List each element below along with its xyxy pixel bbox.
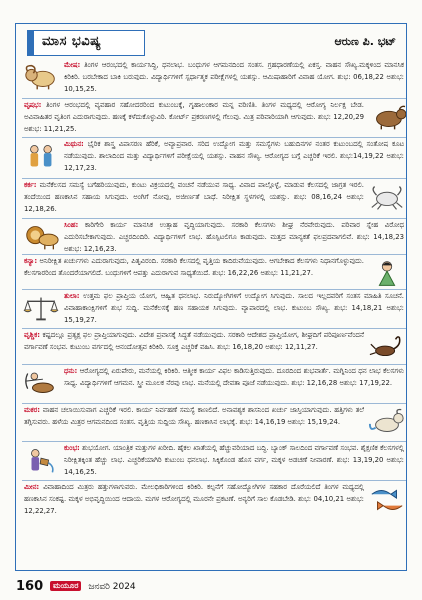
maiden-icon bbox=[368, 259, 406, 287]
horoscope-text bbox=[64, 138, 404, 174]
sign-prediction: ವಿವಾಹಾದಿಂದ ಮಿತ್ರರು ಹತ್ತುಗಳಾಗುವರು. ಮೇಲಧಿಕಾರಿಗಳಿಂದ ಕಿರಿಕಿರಿ. ಕಲ್ಪನೆಗೆ ಸಹೋದ್ಯೋಗಿಗಳ ಸಹಕಾರ ದೊರೆಯಲಿದೆ ತಿಂಗಳ ಮಧ್ಯದಲ್ಲಿ ಹಣಕಾಸಿನ ಸಂಕಷ್ಟ. ಮಕ್ಕಳ ಅಭಿವೃದ್ಧಿಯಿಂದ ಆದಾಯ. ಮಗಳ ಆರೋಗ್ಯದಲ್ಲಿ ಮೂರನೇ ಪ್ರಕಟಣೆ. ಅನ್ಯರಿಗೆ ಸಾಲ ಕೊಡಬೇಡಿ. ಶುಭ: 04,10,21 ಅಶುಭ: 12,22,27. bbox=[24, 483, 364, 516]
sign-prediction: ವಾಹನ ಚಲಾಯಿಸುವಾಗ ಎಚ್ಚರಿಕೆ ಇರಲಿ. ಕಾರ್ಯ ನಿರ್ವಹಣೆ ಸಮಸ್ಯೆ ಕಾಣಲಿದೆ. ಅನಾವಶ್ಯಕ ಶಾಸನಿಂದ ಖರ್ಚು ಜಾಸ್ತಿಯಾಗುವುದು. ಹತ್ತಿಗಳು ತಲೆ ತಗ್ಗಿಸುವರು. ಹಳೆಯ ಮಿತ್ರರ ಆಗಮನದಿಂದ ಸಂತಸ. ವೃತ್ತಿಯ ಸುದ್ದಿಯ ಸೌಖ್ಯ. ಹಣಕಾಸಿನ ಲಾಭಕ್ಕೆ. ಶುಭ: 14,16,19 ಅಶುಭ: 15,19,24. bbox=[24, 406, 364, 427]
horoscope-entry bbox=[22, 365, 406, 402]
sign-name: ವೃಶ್ಚಿಕ: bbox=[24, 331, 40, 339]
sign-name: ಕುಂಭ: bbox=[64, 444, 80, 452]
sign-prediction: ತಿಂಗಳ ಆರಂಭದಲ್ಲಿ ವ್ಯವಹಾರ ಸಹೋದರರಿಂದ ಕುಟುಂಬಕ್ಕೆ, ಗೃಹಾಲಂಕಾರ ಮನ್ನ ವರಿಣಿತಿ. ತಿಂಗಳ ಮಧ್ಯದಲ್ಲಿ ಆರೋಗ್ಯ ನಿರ್ಲಕ್ಷ ಬೇಡ. ಅವಿವಾಹಿತರ ವೃತಿಂಗ ಎದುರಾಗುವುದು. ಹಣಕ್ಕೆ ಕಳೆದುಕೊಳ್ಳುವಿರಿ. ಕೋರ್ಟ್ ಪ್ರಕರಣಗಳಲ್ಲಿ ಗೆಲುವು. ಮಿತ್ರ ಪರಿವಾರಿಯಾಗಿ ಆಗುವುದು. ಶುಭ: 12,20,29 ಅಶುಭ: 11,21,25. bbox=[24, 101, 364, 134]
goat-icon bbox=[368, 408, 406, 436]
horoscope-text bbox=[64, 290, 404, 326]
horoscope-text bbox=[64, 59, 404, 95]
water-bearer-icon bbox=[22, 446, 60, 474]
sign-prediction: ಮನೆಕೆಲಸದ ಸಮಸ್ಯೆ ಬಗೆಹರಿಯುವುದು, ಕುಂಟು ವಿಕ್ರಯದಲ್ಲಿ ವಂಚನೆ ನಡೆಯುವ ಸಾಧ್ಯ. ವಿವಾದ ಪಾಲ್ಗೊಳ್ಳೆ, ಮಾಡುವ ಕೆಲಸದಲ್ಲಿ ಜಾಗ್ರತ ಇರಲಿ. ತಂದೆಯಿಂದ ಹಣಕಾಸಿನ ಸಹಾಯ ಸಿಗುವುದು. ಅಂಗಿಗೆ ನೋವು, ಅಜೀರ್ಣತೆ ಬಾಧೆ. ನಿರೀಕ್ಷಿತ ಸ್ಥಳಗಳಲ್ಲಿ ಯಶಸ್ಸು. ಶುಭ: 08,16,24 ಅಶುಭ: 12,18,26. bbox=[24, 181, 364, 214]
horoscope-text bbox=[64, 442, 404, 478]
magazine-logo: ಮಯೂರ bbox=[50, 581, 82, 591]
page-footer bbox=[16, 579, 136, 594]
sign-name: ಮಿಥುನ: bbox=[64, 140, 84, 148]
sign-prediction: ಭೈರಿಕ ಶಾಸ್ತ್ರ ವಿಪಾಸರಣ ಹೆರಿಕೆ, ಅವ್ಯಾಪ್ರವಾರ. ಸರಿದ ಉದ್ಯೋಗ ಮತ್ತು ಸಮಸ್ಯೆಗಳು ಬಹುದಿನಗಳ ನಂತರ ಕುಟುಂಬದಲ್ಲಿ ಸಂತೋಷ ಕೂಟ ನಡೆಯುವುದು. ಶಾಲಾದಿಂದ ಮತ್ತು ವಿದ್ಯಾರ್ಥಿಗಳಿಗೆ ಪರೀಕ್ಷೆಯಲ್ಲಿ ಯಶಸ್ಸು. ವಾಹನ ಸೌಖ್ಯ. ಆರೋಗ್ಯದ ಬಗ್ಗೆ ಎಚ್ಚರಿಕೆ ಇರಲಿ. ಶುಭ:14,19,22 ಅಶುಭ: 12,17,23. bbox=[64, 140, 404, 173]
sign-prediction: ಕಾರಿಗೇರಿ ಕಾರ್ಯ ಮಾನಸಿಕ ಉತ್ಸಾಹ ವೃದ್ಧಿಯಾಗುವುದು. ಸರಕಾರಿ ಕೆಲಸಗಳು ಶೀಘ್ರ ನೆರವೇರುವುದು. ಪರಿವಾರ ಸ್ನೇಹ ವಿರೋಧ ಎದುರಿಸಬೇಕಾಗುವುದು. ಎಚ್ಚರದಿಂದಿರಿ. ವಿದ್ಯಾರ್ಥಿಗಳಿಗೆ ಲಾಭ. ಹೊಸ್ಪಿಟಲಿಗೂ ಕಾಡುವುದು. ಮತ್ತದ ಮಾನ್ಯಕತೆ ಫಲಪ್ರದವಾಗಲಿವೆ. ಶುಭ: 14,18,23 ಅಶುಭ: 12,16,23. bbox=[64, 221, 404, 254]
horoscope-entry bbox=[22, 255, 406, 289]
sign-name: ಮೇಷ: bbox=[64, 61, 81, 69]
sign-prediction: ಉತ್ತಮ ಫಲ ಪ್ರಾಪ್ತಿಯ ಯೋಗ, ಆಹ್ವಿತ ಧನಲಾಭ. ನಿರುದ್ಯೋಗಿಗಳಿಗೆ ಉದ್ಯೋಗ ಸಿಗುವುದು. ಸಾಲದ ಇಲ್ಲದವರಿಗೆ ಸಂತಸ ಮಾಹಿತಿ ಸೂಚನೆ. ವಿವಾಹಾಕಾಂಕ್ಷಿಗಳಿಗೆ ಶುಭ ಸುದ್ದಿ. ಮನೆಕೆಲಸಕ್ಕೆ ಹಣ ಸಹಾಯಕ ಸಿಗುವುದು. ವ್ಯಾಪಾರದಲ್ಲಿ ಲಾಭ. ಕುಟುಂಬ ಸೌಖ್ಯ. ಶುಭ: 14,18,21 ಅಶುಭ: 15,19,27. bbox=[64, 292, 404, 325]
crab-icon bbox=[368, 183, 406, 211]
page-number: 160 bbox=[16, 579, 44, 594]
sign-name: ಕನ್ಯಾ: bbox=[24, 257, 38, 265]
ram-icon bbox=[22, 63, 60, 91]
sign-name: ಕರ್ಕ: bbox=[24, 181, 37, 189]
sign-name: ಮೀನ: bbox=[24, 483, 40, 491]
sign-prediction: ಕಷ್ಟದಲ್ಲೂ ಪ್ರತ್ಯಕ್ಷ ಫಲ ಪ್ರಾಪ್ತಿಯಾಗುವುದು. ವಿದೇಶ ಪ್ರವಾಸಕ್ಕೆ ಸಿದ್ಧತೆ ನಡೆಯುವುದು. ಸರಕಾರಿ ಆದೇಶದ ಪ್ರಾಪ್ತಿಯೋಗ, ಶೀಘ್ರದಿಗೆ ಪರಿಪೂರ್ಣವೆಂದನೆ ವರ್ಗಾವಣೆ ಸಂಭವ. ಕುಟುಂಬ ವರ್ಗದಲ್ಲಿ ಆನಂದೋತ್ಸವ ಕಿರಿಕಿರಿ. ಸೂಕ್ತ ಎಚ್ಚರಿಕೆ ವಹಿಸಿ. ಶುಭ: 16,18,20 ಅಶುಭ: 12,11,27. bbox=[24, 331, 364, 352]
scales-icon bbox=[22, 294, 60, 322]
author-name: ಆರುಣ ಪಿ. ಭಟ್ bbox=[334, 35, 396, 48]
sign-name: ವೃಷಭ: bbox=[24, 101, 42, 109]
horoscope-entry bbox=[22, 59, 406, 97]
horoscope-entry bbox=[22, 404, 406, 440]
section-title: ಮಾಸ ಭವಿಷ್ಯ bbox=[42, 34, 102, 49]
horoscope-entry bbox=[22, 99, 406, 137]
horoscope-text bbox=[24, 179, 364, 215]
sign-prediction: ಶುಭಯೋಗ. ಯಾಂತ್ರಿಕ ಮತ್ತುಗಳ ಖರೀದಿ. ಹೈಕಲ ಖಾತೆಯಲ್ಲಿ ಹೆಚ್ಚುವರಿಯಾದ ಬದ್ಧಿ. ಬ್ಯಾಂಕ್ ಸಾಲದಿಂದ ವರ್ಗಾವಣೆ ಸಂಭವ. ಶೈಕ್ಷಣಿಕ ಕೆಲಸಗಳಲ್ಲಿ ನಿರೀಕ್ಷಿತಕ್ಕಿಂತ ಹೆಚ್ಚು ಲಾಭ. ಎಚ್ಚರಿಕೆಯಾಗಿರಿ ಕುಟುಂಬ ಧನಲಾಭ. ಸಿಕ್ಕಿಕೊಂಡ ಹೊಸ ವರ್ಗ, ಮಕ್ಕಳ ಅಡಚಣೆ ನೀವಾರಣೆ. ಶುಭ: 13,19,20 ಅಶುಭ: 14,16,25. bbox=[64, 444, 404, 477]
horoscope-entry bbox=[22, 290, 406, 327]
horoscope-entry bbox=[22, 219, 406, 254]
twins-icon bbox=[22, 142, 60, 170]
lion-icon bbox=[22, 223, 60, 251]
sign-name: ಮಕರ: bbox=[24, 406, 41, 414]
horoscope-text bbox=[64, 365, 404, 389]
archer-icon bbox=[22, 369, 60, 397]
bull-icon bbox=[368, 103, 406, 131]
horoscope-entry bbox=[22, 329, 406, 363]
horoscope-text bbox=[24, 255, 364, 279]
horoscope-text bbox=[24, 99, 364, 135]
sign-name: ತುಲಾ: bbox=[64, 292, 80, 300]
horoscope-entry bbox=[22, 442, 406, 479]
sign-name: ಧನು: bbox=[64, 367, 78, 375]
horoscope-text bbox=[64, 219, 404, 254]
horoscope-text bbox=[24, 329, 364, 353]
horoscope-text bbox=[24, 481, 364, 517]
fish-icon bbox=[368, 485, 406, 513]
horoscope-entry bbox=[22, 138, 406, 177]
sign-prediction: ಅನಿರೀಕ್ಷಿತ ಖರ್ಚುಗಳು ಎದುರಾಗುವುದು, ಪಿತೃವಿರಂದಿ. ಸರಕಾರಿ ಕೆಲಸದಲ್ಲಿ ವೃತ್ತಿಯ ಕಾದಿರುವೆಯುವುದು. ಆಗಬೇಕಾದ ಕೆಲಸಗಳು ನಿಧಾನಗೊಳ್ಳುವುದು. ಕೆಲಸಗಾರರಿಂದ ತೊಂದರೆಯಾಗಲಿದೆ. ಬಂಧುಗಳಿಗೆ ಆಪತ್ತು ಎದುರಾಗುವ ಸಾಧ್ಯತೆಯಿದೆ. ಶುಭ: 16,22,26 ಅಶುಭ: 11,21,27. bbox=[24, 257, 364, 278]
horoscope-text bbox=[24, 404, 364, 428]
horoscope-entry bbox=[22, 481, 406, 521]
sign-prediction: ತಿಂಗಳ ಆರಂಭದಲ್ಲಿ ಕಾರ್ಯಸಿದ್ಧಿ, ಧನಲಾಭ. ಬಂಧುಗಳ ಆಗಮನದಿಂದ ಸಂತಸ. ಗ್ರಹಧಾರಣೆಯಲ್ಲಿ ಏಕಸ್ತ. ವಾಹನ ಸೌಖ್ಯ.ಮಕ್ಕಳಿಂದ ಮಾನಸಿಕ ಕಿರಿಕಿರಿ. ಬರಬೇಕಾದ ಬಾಕಿ ಬರುವುದು. ವಿದ್ಯಾರ್ಥಿಗಳಿಗೆ ಸ್ಪರ್ಧಾತ್ಮಕ ಪರೀಕ್ಷೆಗಳಲ್ಲಿ ಯಶಸ್ಸು. ಆಮಿಷಾಹಾರಿಗೆ ವಿವಾಹ ಯೋಗ. ಶುಭ: 06,18,22 ಅಶುಭ: 10,15,25. bbox=[64, 61, 404, 94]
sign-name: ಸಿಂಹ: bbox=[64, 221, 79, 229]
title-accent-bar bbox=[28, 31, 34, 55]
sign-prediction: ಆರೋಗ್ಯದಲ್ಲಿ ಏರುಪೇರು, ಮನೆಯಲ್ಲಿ ಕಿರಿಕಿರಿ. ಆತ್ಮೀಕ ಕಾರ್ಯ ವಿಫಲ ಕಾಡಿಸುತ್ತಿರುವುದು. ದೂರದಿಂದ ಶುಭವಾರ್ತೆ. ಮಗ್ನಿನಿಂದ ಧನ ಲಾಭ ಕೆಲಸಗಳು ಸಾಧ್ಯ. ವಿದ್ಯಾರ್ಥಿಗಳಿಗೆ ಆಗಮನ. ಸ್ತ್ರೀ ಮೂಲಕ ನೆರವು ಲಾಭ. ಮನೆಯಲ್ಲಿ ದೇವತಾ ಪೂಜೆ ನಡೆಯುವುದು. ಶುಭ: 12,16,28 ಅಶುಭ: 17,19,22. bbox=[64, 367, 404, 388]
section-title-box bbox=[27, 30, 145, 56]
scorpion-icon bbox=[368, 333, 406, 361]
issue-month: ಜನವರಿ 2024 bbox=[88, 582, 136, 592]
horoscope-entry bbox=[22, 179, 406, 217]
